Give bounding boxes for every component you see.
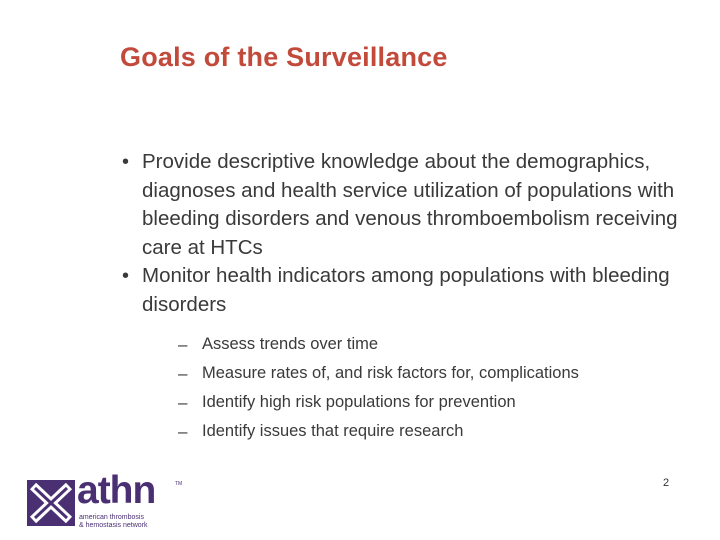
sub-bullet-item [178,388,716,417]
sub-bullet-text: Measure rates of, and risk factors for, complications [202,363,579,382]
athn-logo [27,469,187,534]
logo-tagline-line-2: & hemostasis network [79,522,148,529]
dash-icon: – [178,334,188,354]
logo-wordmark: athn [77,469,156,512]
logo-tagline-line-1: american thrombosis [79,514,144,521]
dash-icon: – [178,421,188,441]
bullet-text: Provide descriptive knowledge about the demographics, diagnoses and health service utilization of populations with bleeding disorders and venous thromboembolism receiving care at HTCs [142,150,678,259]
bullet-dot-icon: • [122,151,130,173]
sub-bullet-item [178,359,716,388]
dash-icon: – [178,392,188,412]
athn-logo-icon [27,480,75,526]
bullet-list [120,148,680,446]
logo-trademark: TM [175,481,183,487]
slide-title: Goals of the Surveillance [120,42,448,72]
sub-bullet-text: Identify high risk populations for prevention [202,392,516,411]
bullet-item [120,148,680,262]
sub-bullet-list [178,330,716,446]
sub-bullet-item [178,330,716,359]
bullet-text: Monitor health indicators among populations with bleeding disorders [142,264,670,316]
sub-bullet-text: Assess trends over time [202,334,379,353]
bullet-dot-icon: • [122,265,130,288]
dash-icon: – [178,363,188,383]
sub-bullet-item [178,417,716,446]
sub-bullet-text: Identify issues that require research [202,421,464,440]
page-number: 2 [663,477,670,489]
bullet-item [120,262,680,445]
